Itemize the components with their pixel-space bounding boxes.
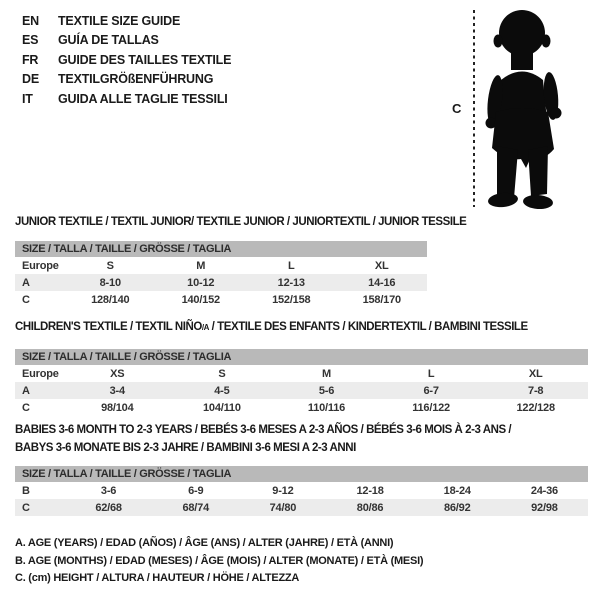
size-cell: 18-24 [443,484,471,497]
row-label: C [22,501,30,514]
size-cell: 12-13 [277,276,305,289]
table-row [15,291,427,308]
height-measure-label: C [452,101,462,116]
size-cell: 5-6 [318,384,335,397]
size-cell: 4-5 [214,384,230,397]
size-table-header-bar: SIZE / TALLA / TAILLE / GRÖSSE / TAGLIA [15,466,588,482]
language-code: IT [22,91,33,106]
size-cell: 92/98 [531,501,558,514]
section-heading [15,424,511,459]
size-cell: 140/152 [181,293,220,306]
table-row [15,382,588,399]
size-cell: 14-16 [368,276,396,289]
size-cell: XS [110,367,125,380]
language-code: ES [22,33,39,48]
row-label: A [22,276,30,289]
size-cell: 7-8 [528,384,544,397]
language-list [22,11,231,109]
language-code: EN [22,13,39,28]
size-cell: L [287,259,295,272]
size-cell: 3-4 [109,384,125,397]
size-cell: S [106,259,114,272]
footnote-line: A. AGE (YEARS) / EDAD (AÑOS) / ÂGE (ANS) / ALTER (JAHRE) / ETÀ (ANNI) [15,537,394,549]
size-cell: 10-12 [187,276,215,289]
row-label: C [22,401,30,414]
size-cell: 128/140 [91,293,130,306]
size-table-header-bar: SIZE / TALLA / TAILLE / GRÖSSE / TAGLIA [15,349,588,365]
table-row [15,365,588,382]
size-cell: M [322,367,331,380]
section-heading-line: BABIES 3-6 MONTH TO 2-3 YEARS / BEBÉS 3-6 MESES A 2-3 AÑOS / BÉBÉS 3-6 MOIS À 2-3 ANS / [15,424,512,436]
size-table-header-bar: SIZE / TALLA / TAILLE / GRÖSSE / TAGLIA [15,241,427,257]
language-title: GUÍA DE TALLAS [58,33,159,48]
size-table [15,466,588,516]
baby-silhouette-icon [485,8,570,212]
language-row [22,11,231,31]
section-heading: JUNIOR TEXTILE / TEXTIL JUNIOR/ TEXTILE JUNIOR / JUNIORTEXTIL / JUNIOR TESSILE [15,216,467,228]
size-cell: XL [374,259,389,272]
table-row [15,499,588,516]
table-row [15,257,427,274]
footnotes [15,537,423,590]
size-cell: 9-12 [272,484,294,497]
size-cell: 116/122 [412,401,450,414]
language-row [22,89,231,109]
row-label: Europe [22,259,59,272]
size-cell: L [427,367,435,380]
row-label: Europe [22,367,59,380]
size-cell: 152/158 [272,293,311,306]
size-cell: XL [528,367,543,380]
size-cell: S [218,367,226,380]
language-title: GUIDE DES TAILLES TEXTILE [58,52,232,67]
size-cell: 122/128 [516,401,555,414]
size-cell: 98/104 [101,401,134,414]
row-label: B [22,484,30,497]
language-code: FR [22,52,39,67]
language-title: TEXTILE SIZE GUIDE [58,13,181,28]
language-code: DE [22,72,39,87]
footnote-line: B. AGE (MONTHS) / EDAD (MESES) / ÂGE (MOIS) / ALTER (MONATE) / ETÀ (MESI) [15,554,424,567]
size-cell: 80/86 [356,501,384,514]
size-cell: 3-6 [100,484,117,497]
size-cell: 62/68 [95,501,122,514]
section-heading-text: CHILDREN'S TEXTILE / TEXTIL NIÑO [15,321,202,333]
language-row [22,31,231,51]
row-label: C [22,293,30,306]
section-heading-subscript: /A [201,323,209,332]
language-title: TEXTILGRÖßENFÜHRUNG [58,72,214,87]
table-row [15,482,588,499]
row-label: A [22,384,30,397]
section-heading-text: / TEXTILE DES ENFANTS / KINDERTEXTIL / BAMBINI TESSILE [208,321,528,333]
size-cell: 8-10 [99,276,121,289]
language-row [22,50,231,70]
size-cell: 12-18 [356,484,384,497]
footnote-line: C. (cm) HEIGHT / ALTURA / HAUTEUR / HÖHE / ALTEZZA [15,572,300,584]
baby-silhouette-shape [485,10,561,210]
table-row [15,399,588,416]
language-title: GUIDA ALLE TAGLIE TESSILI [58,91,228,106]
size-cell: M [196,259,206,272]
size-table [15,349,588,416]
size-cell: 158/170 [362,293,401,306]
size-cell: 74/80 [269,501,297,514]
size-cell: 86/92 [443,501,471,514]
section-heading-line: BABYS 3-6 MONATE BIS 2-3 JAHRE / BAMBINI 3-6 MESI A 2-3 ANNI [15,441,356,454]
size-cell: 104/110 [203,401,241,414]
height-measure-dashed-line [473,10,475,207]
size-cell: 24-36 [530,484,558,497]
section-heading [15,321,528,334]
size-cell: 68/74 [182,501,209,514]
size-cell: 110/116 [307,401,346,414]
table-row [15,274,427,291]
size-cell: 6-7 [423,384,439,397]
size-cell: 6-9 [188,484,204,497]
language-row [22,70,231,90]
size-table [15,241,427,308]
